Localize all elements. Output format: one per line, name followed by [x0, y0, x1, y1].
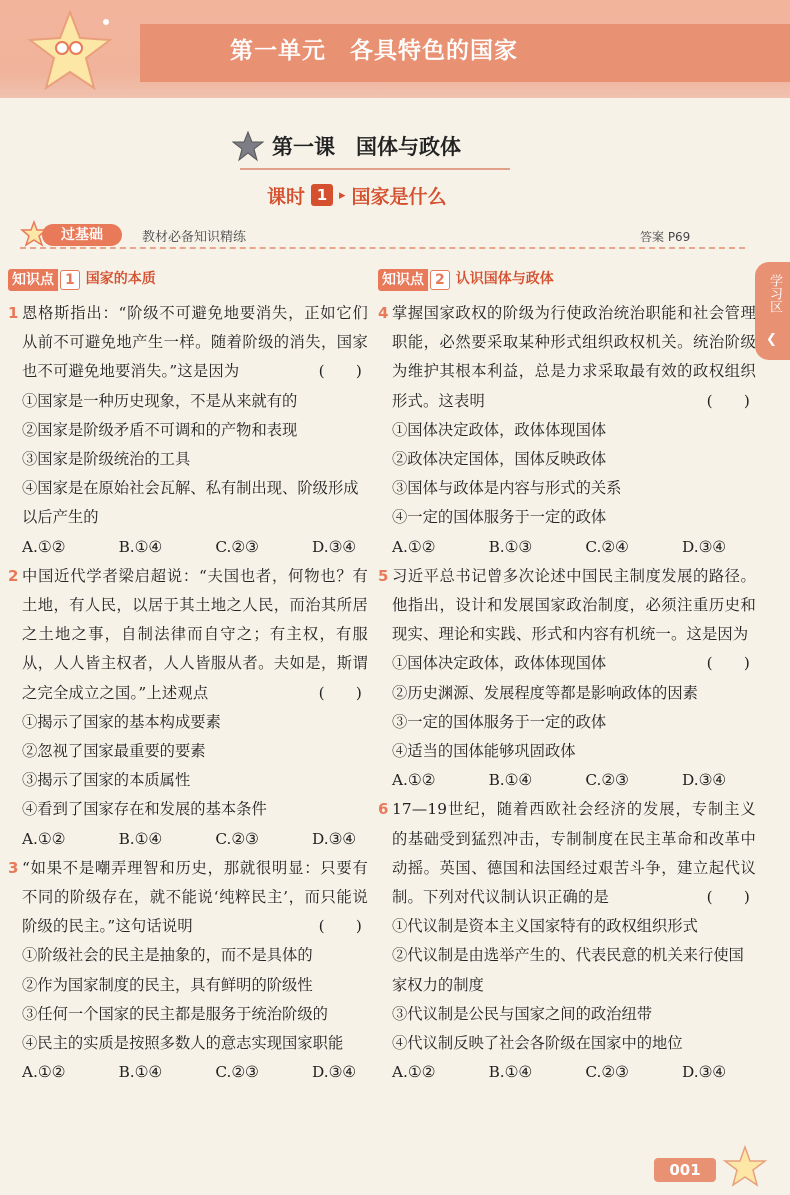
question-number: 6: [378, 800, 389, 819]
left-column: [8, 268, 368, 1087]
basics-subtitle: 教材必备知识精练: [142, 230, 247, 245]
choice-c[interactable]: C.②③: [585, 1063, 629, 1082]
choice-a[interactable]: A.①②: [392, 537, 436, 556]
choice-a[interactable]: A.①②: [22, 1063, 66, 1082]
option-2: ②历史渊源、发展程度等都是影响政体的因素: [392, 683, 698, 702]
answer-bracket: ( ): [706, 654, 750, 673]
question-stem: 掌握国家政权的阶级为行使政治统治职能和社会管理职能，必然要采取某种形式组织政权机关。统治阶级为维护其根本利益，总是力求采取最有效的政权组织形式。这表明: [392, 304, 756, 410]
option-1: ①揭示了国家的基本构成要素: [22, 712, 221, 731]
choice-d[interactable]: D.③④: [311, 829, 356, 848]
answer-reference: 答案 P69: [640, 230, 691, 244]
option-1: ①代议制是资本主义国家特有的政权组织形式: [392, 917, 698, 936]
question-5: [378, 562, 756, 796]
side-tab-study[interactable]: [755, 262, 790, 360]
choice-b[interactable]: B.①④: [118, 829, 163, 848]
option-4: ④适当的国体能够巩固政体: [392, 742, 576, 761]
question-6: [378, 795, 756, 1087]
option-3: ③一定的国体服务于一定的政体: [392, 712, 607, 731]
period-prefix: 课时: [267, 185, 306, 208]
question-number: 2: [8, 566, 19, 585]
choice-c[interactable]: C.②③: [215, 1063, 259, 1082]
period-title: 国家是什么: [351, 185, 447, 208]
question-4: [378, 299, 756, 562]
question-stem: 中国近代学者梁启超说：“夫国也者，何物也？有土地，有人民，以居于其土地之人民，而治其所居之土地之事，自制法律而自守之；有主权，有服从，人人皆主权者，人人皆服从者。夫如是，斯谓之完全成立之国。”上述观点: [22, 566, 368, 702]
chevron-icon: ❮: [766, 332, 777, 347]
choice-b[interactable]: B.①③: [488, 537, 533, 556]
kp-title: 认识国体与政体: [455, 271, 554, 288]
choice-a[interactable]: A.①②: [392, 1063, 436, 1082]
basics-strip: [20, 223, 745, 249]
option-1: ①国家是一种历史现象，不是从来就有的: [22, 391, 298, 410]
choice-d[interactable]: D.③④: [311, 1063, 356, 1082]
question-2: [8, 562, 368, 854]
choice-c[interactable]: C.②④: [585, 537, 629, 556]
unit-title: 第一单元 各具特色的国家: [230, 38, 518, 64]
choices-row: [22, 533, 368, 562]
basics-badge: 过基础: [42, 224, 122, 246]
question-number: 1: [8, 304, 19, 322]
choice-d[interactable]: D.③④: [311, 537, 356, 556]
question-number: 5: [378, 566, 389, 585]
option-4: ④国家是在原始社会瓦解、私有制出现、阶级形成以后产生的: [22, 479, 359, 527]
choices-row: [22, 1058, 368, 1087]
side-tab-label: 学习区: [767, 274, 782, 313]
option-3: ③代议制是公民与国家之间的政治纽带: [392, 1004, 653, 1023]
period-heading: [267, 180, 447, 210]
choice-b[interactable]: B.①④: [118, 1063, 163, 1082]
choice-b[interactable]: B.①④: [118, 537, 163, 556]
choice-a[interactable]: A.①②: [22, 537, 66, 556]
choice-c[interactable]: C.②③: [215, 537, 259, 556]
option-3: ③揭示了国家的本质属性: [22, 771, 191, 790]
choice-c[interactable]: C.②③: [215, 829, 259, 848]
answer-bracket: ( ): [318, 362, 362, 381]
right-column: [378, 268, 756, 1087]
option-4: ④看到了国家存在和发展的基本条件: [22, 800, 267, 819]
option-1: ①国体决定政体，政体体现国体: [392, 654, 607, 673]
question-stem: “如果不是嘲弄理智和历史，那就很明显：只要有不同的阶级存在，就不能说‘纯粹民主’，而只能说阶级的民主。”这句话说明: [22, 858, 368, 936]
option-1: ①阶级社会的民主是抽象的，而不是具体的: [22, 946, 313, 965]
lesson-header: [232, 128, 532, 164]
option-2: ②代议制是由选举产生的、代表民意的机关来行使国家权力的制度: [392, 946, 744, 994]
kp-tag: 知识点: [378, 269, 428, 291]
question-1: [8, 299, 368, 562]
question-stem: 习近平总书记曾多次论述中国民主制度发展的路径。他指出，设计和发展国家政治制度，必须注重历史和现实、理论和实践、形式和内容有机统一。这是因为: [392, 566, 756, 644]
choice-d[interactable]: D.③④: [681, 537, 726, 556]
option-4: ④代议制反映了社会各阶级在国家中的地位: [392, 1034, 683, 1053]
kp-title: 国家的本质: [85, 271, 156, 288]
star-icon: [232, 130, 264, 162]
choice-d[interactable]: D.③④: [681, 771, 726, 790]
choices-row: [392, 533, 756, 562]
answer-bracket: ( ): [706, 391, 750, 410]
question-number: 3: [8, 858, 19, 877]
choice-a[interactable]: A.①②: [392, 771, 436, 790]
option-3: ③国家是阶级统治的工具: [22, 450, 191, 469]
answer-bracket: ( ): [318, 917, 362, 936]
choice-a[interactable]: A.①②: [22, 829, 66, 848]
option-2: ②政体决定国体，国体反映政体: [392, 450, 607, 469]
option-3: ③任何一个国家的民主都是服务于统治阶级的: [22, 1004, 328, 1023]
lesson-underline: [240, 168, 510, 170]
option-2: ②国家是阶级矛盾不可调和的产物和表现: [22, 420, 298, 439]
answer-bracket: ( ): [706, 888, 750, 907]
kp-tag: 知识点: [8, 269, 58, 291]
choice-c[interactable]: C.②③: [585, 771, 629, 790]
option-2: ②忽视了国家最重要的要素: [22, 742, 206, 761]
choice-d[interactable]: D.③④: [681, 1063, 726, 1082]
option-1: ①国体决定政体，政体体现国体: [392, 420, 607, 439]
question-number: 4: [378, 304, 389, 322]
option-4: ④一定的国体服务于一定的政体: [392, 508, 607, 527]
star-mascot-icon: [22, 8, 118, 94]
choices-row: [22, 825, 368, 854]
knowledge-point-1: [8, 268, 368, 292]
page-number: 001: [654, 1158, 716, 1182]
knowledge-point-2: [378, 268, 756, 292]
lesson-title: 第一课 国体与政体: [272, 135, 461, 159]
choice-b[interactable]: B.①④: [488, 1063, 533, 1082]
triangle-right-icon: ▸: [339, 187, 346, 203]
question-stem: 恩格斯指出：“阶级不可避免地要消失，正如它们从前不可避免地产生一样。随着阶级的消失，国家也不可避免地要消失。”这是因为: [22, 304, 368, 381]
question-3: [8, 854, 368, 1088]
option-3: ③国体与政体是内容与形式的关系: [392, 479, 622, 498]
kp-number: 2: [430, 270, 450, 290]
period-number: 1: [311, 184, 333, 206]
option-4: ④民主的实质是按照多数人的意志实现国家职能: [22, 1034, 344, 1053]
choices-row: [392, 1058, 756, 1087]
choices-row: [392, 766, 756, 795]
kp-number: 1: [60, 270, 80, 290]
choice-b[interactable]: B.①④: [488, 771, 533, 790]
question-stem: 17—19世纪，随着西欧社会经济的发展，专制主义的基础受到猛烈冲击，专制制度在民主革命和改革中动摇。英国、德国和法国经过艰苦斗争，建立起代议制。下列对代议制认识正确的是: [392, 800, 756, 907]
answer-bracket: ( ): [318, 683, 362, 702]
star-mascot-icon: [722, 1145, 768, 1189]
option-2: ②作为国家制度的民主，具有鲜明的阶级性: [22, 975, 313, 994]
